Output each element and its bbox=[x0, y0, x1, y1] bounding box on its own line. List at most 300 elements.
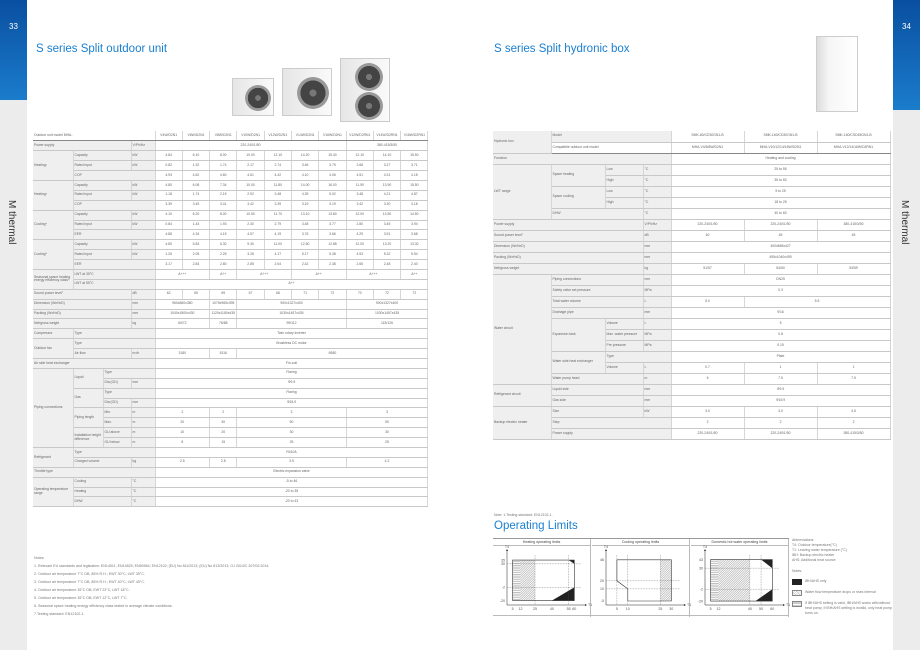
row-label-cell: Throttle type bbox=[33, 467, 155, 477]
row-label-cell: OU above bbox=[103, 428, 131, 438]
value-cell: 70 bbox=[346, 289, 373, 299]
value-cell: A++ bbox=[401, 269, 428, 279]
value-cell: 380-415/3/50 bbox=[817, 428, 890, 439]
right-page-edge bbox=[893, 0, 920, 650]
table-row bbox=[33, 269, 428, 279]
row-label-cell: V/Ph/Hz bbox=[643, 219, 671, 230]
row-label-cell: mm bbox=[131, 309, 155, 319]
value-cell: Φ9.5 bbox=[155, 378, 428, 388]
x-tick-label: 25 bbox=[533, 607, 538, 611]
value-cell: 6.10 bbox=[182, 151, 209, 161]
row-label-cell: Heating³ bbox=[33, 180, 73, 210]
legend-label: If IBH/AHS setting is valid, IBH/AHS works with/without heat pump; If IBH/AHS setting is invalid, only heat pump turns on. bbox=[805, 601, 892, 615]
row-label-cell: mm bbox=[643, 384, 671, 395]
value-cell: 30 bbox=[237, 428, 346, 438]
table-row bbox=[493, 186, 890, 197]
value-cell: 50 bbox=[237, 418, 346, 428]
value-cell: 68 bbox=[264, 289, 291, 299]
value-cell: 6.20 bbox=[182, 210, 209, 220]
row-label-cell: Space heating bbox=[551, 164, 605, 186]
value-cell: 1030x1457x435 bbox=[237, 309, 346, 319]
table-row bbox=[493, 351, 890, 362]
x-tick-label: 12 bbox=[518, 607, 523, 611]
value-cell: 0.8 bbox=[671, 329, 890, 340]
row-label-cell: Hydronic box bbox=[493, 131, 551, 153]
row-label-cell: kW bbox=[643, 406, 671, 417]
value-cell: 16.00 bbox=[319, 180, 346, 190]
x-tick-label: 12 bbox=[716, 607, 721, 611]
table-row bbox=[493, 153, 890, 164]
legend-label: IBH/AHS only bbox=[805, 579, 827, 583]
value-cell: -20 to 43 bbox=[155, 497, 428, 507]
row-label-cell: kg bbox=[643, 263, 671, 274]
row-label-cell: Rated input bbox=[73, 220, 131, 230]
value-cell: 3.94 bbox=[401, 220, 428, 230]
ibh-setting-zone bbox=[513, 560, 521, 600]
row-label-cell: Water pump head bbox=[551, 373, 643, 384]
value-cell: 5 to 25 bbox=[671, 186, 890, 197]
value-cell: 10.00 bbox=[237, 180, 264, 190]
value-cell: SMK-80/CD30GN1-B bbox=[671, 131, 744, 142]
brand-side-label: M thermal bbox=[6, 200, 17, 245]
page-number: 34 bbox=[902, 22, 911, 31]
value-cell: 3.48 bbox=[264, 190, 291, 200]
table-row bbox=[33, 190, 428, 200]
value-cell: 2.42 bbox=[292, 260, 319, 270]
x-tick-label: 25 bbox=[658, 607, 663, 611]
value-cell: 4.18 bbox=[401, 171, 428, 181]
table-row bbox=[33, 171, 428, 181]
value-cell: 25 bbox=[346, 438, 428, 448]
ibh-only-zone bbox=[569, 560, 575, 564]
value-cell: 2.84 bbox=[182, 260, 209, 270]
row-label-cell: kW bbox=[131, 180, 155, 190]
value-cell: 12.00 bbox=[346, 240, 373, 250]
value-cell: 12.00 bbox=[346, 210, 373, 220]
table-row bbox=[493, 241, 890, 252]
table-row bbox=[493, 373, 890, 384]
x-arrow-icon bbox=[585, 604, 587, 606]
row-label-cell: Gas bbox=[73, 388, 103, 408]
value-cell: 495x1040x495 bbox=[671, 252, 890, 263]
row-label-cell: kW bbox=[131, 151, 155, 161]
y-tick-label: -2 bbox=[699, 587, 703, 592]
row-label-cell: L bbox=[643, 318, 671, 329]
value-cell: 25 bbox=[237, 438, 346, 448]
value-cell: 12.10 bbox=[264, 151, 291, 161]
chart-title: Domestic hot water operating limits bbox=[691, 540, 788, 546]
abbreviations bbox=[792, 538, 892, 563]
value-cell: 2.15 bbox=[210, 190, 237, 200]
value-cell: 4.29 bbox=[346, 230, 373, 240]
value-cell: 67 bbox=[237, 289, 264, 299]
operating-limit-chart bbox=[493, 539, 591, 617]
note-line: 1. Relevant EU standards and legislation: EN14511; EN14825; EN50564; EN12102; (EU) No 811/2013; (EU) No 813/2013; OJ 2014/C 207/02:2014. bbox=[34, 564, 270, 568]
brand-side-label: M thermal bbox=[899, 200, 910, 245]
value-cell: 4.21 bbox=[373, 190, 400, 200]
row-label-cell: Dia.(OD) bbox=[103, 398, 131, 408]
row-label-cell: m³/h bbox=[131, 349, 155, 359]
ibh-only-zone bbox=[756, 589, 773, 601]
value-cell: 3.45 bbox=[182, 200, 209, 210]
row-label-cell: °C bbox=[643, 208, 671, 219]
testing-note: Note: 1.Testing standard: EN12102-1. bbox=[494, 513, 553, 517]
row-label-cell: Gas side bbox=[551, 395, 643, 406]
value-cell: 3.41 bbox=[210, 200, 237, 210]
abbreviation-line: T4: Outdoor temperature(°C) bbox=[792, 543, 837, 547]
outdoor-unit-small bbox=[232, 78, 274, 116]
value-cell: 2.68 bbox=[346, 161, 373, 171]
note-line: 3. Outdoor air temperature 7°C DB, 85% R.H.; EWT 40°C, LWT 45°C. bbox=[34, 580, 145, 584]
value-cell: 4.80 bbox=[155, 240, 182, 250]
row-label-cell: m bbox=[131, 408, 155, 418]
row-label-cell: Rated input bbox=[73, 190, 131, 200]
value-cell: 2 bbox=[744, 417, 817, 428]
value-cell: Φ9.5 bbox=[671, 384, 890, 395]
value-cell: 380-415/3/50 bbox=[346, 141, 428, 151]
value-cell: 8.00 bbox=[210, 210, 237, 220]
row-label-cell: mm bbox=[643, 274, 671, 285]
table-row bbox=[33, 289, 428, 299]
table-row bbox=[493, 428, 890, 439]
value-cell: MHA-V10/12/14/16W/D2N1 bbox=[744, 142, 817, 153]
value-cell: 3.39 bbox=[264, 200, 291, 210]
value-cell: 7.34 bbox=[210, 180, 237, 190]
value-cell: 2.40 bbox=[401, 260, 428, 270]
table-row bbox=[33, 260, 428, 270]
value-cell: 900x1327x400 bbox=[346, 299, 428, 309]
row-label-cell: Safety valve set pressure bbox=[551, 285, 643, 296]
value-cell: 4.5 bbox=[817, 406, 890, 417]
value-cell: 62 bbox=[155, 289, 182, 299]
table-row bbox=[33, 230, 428, 240]
table-row bbox=[493, 285, 890, 296]
row-label-cell: Sound power level⁷ bbox=[33, 289, 131, 299]
row-label-cell: °C bbox=[643, 197, 671, 208]
value-cell: Plate bbox=[671, 351, 890, 362]
value-cell: SMK-160/CD30GN1-B bbox=[744, 131, 817, 142]
value-cell: 2 bbox=[210, 408, 237, 418]
row-label-cell: COP bbox=[73, 200, 155, 210]
row-label-cell: Capacity bbox=[73, 151, 131, 161]
row-label-cell: Refrigerant bbox=[33, 448, 73, 468]
value-cell: Φ15.9 bbox=[671, 395, 890, 406]
value-cell: 5.02 bbox=[319, 190, 346, 200]
table-row bbox=[493, 252, 890, 263]
ibh-only-zone bbox=[552, 587, 575, 600]
row-label-cell: Capacity bbox=[73, 210, 131, 220]
table-row bbox=[33, 487, 428, 497]
value-cell: 15.40 bbox=[319, 151, 346, 161]
value-cell: 12.88 bbox=[319, 240, 346, 250]
table-row bbox=[493, 142, 890, 153]
value-cell: 7.5 bbox=[744, 373, 817, 384]
value-cell: 1.26 bbox=[155, 250, 182, 260]
value-cell: 220-240/1/50 bbox=[744, 219, 817, 230]
row-label-cell: mm bbox=[643, 307, 671, 318]
value-cell: V10W/D2N1 bbox=[237, 131, 264, 141]
value-cell: 1.32 bbox=[182, 161, 209, 171]
value-cell: 2 bbox=[155, 408, 210, 418]
value-cell: 2.92 bbox=[237, 190, 264, 200]
value-cell: 2.64 bbox=[264, 260, 291, 270]
value-cell: 1040x1800x430 bbox=[155, 309, 210, 319]
value-cell: V14W/D2RN1 bbox=[373, 131, 400, 141]
row-label-cell: Cooling bbox=[73, 477, 131, 487]
value-cell: 4.57 bbox=[237, 230, 264, 240]
table-row bbox=[33, 240, 428, 250]
x-axis-label: T1 bbox=[588, 603, 593, 608]
row-label-cell: High bbox=[605, 175, 643, 186]
row-label-cell: Max. water pressure bbox=[605, 329, 643, 340]
row-label-cell: V/Ph/Hz bbox=[131, 141, 155, 151]
value-cell: 6580 bbox=[237, 349, 428, 359]
value-cell: 30 bbox=[210, 418, 237, 428]
value-cell: 9.30 bbox=[237, 240, 264, 250]
table-row bbox=[493, 263, 890, 274]
row-label-cell: Piping connections bbox=[551, 274, 643, 285]
value-cell: 99/112 bbox=[237, 319, 346, 329]
row-label-cell: L bbox=[643, 362, 671, 373]
x-tick-label: 30 bbox=[669, 607, 674, 611]
value-cell: 2 bbox=[671, 417, 744, 428]
operating-limit-chart bbox=[592, 539, 690, 617]
value-cell: A++ bbox=[292, 269, 347, 279]
table-row bbox=[493, 406, 890, 417]
row-label-cell: Type bbox=[103, 368, 155, 378]
value-cell: 4.87 bbox=[401, 190, 428, 200]
legend-label: Water flow temperature drops or rises interval bbox=[805, 590, 876, 594]
row-label-cell: Liquid side bbox=[551, 384, 643, 395]
value-cell: 4.93 bbox=[155, 171, 182, 181]
row-label-cell: LWT at 55°C bbox=[73, 279, 155, 289]
row-label-cell: EER bbox=[73, 260, 155, 270]
row-label-cell: Function bbox=[493, 153, 671, 164]
value-cell: Twin rotary inverter bbox=[155, 329, 428, 339]
row-label-cell: °C bbox=[131, 477, 155, 487]
value-cell: 4.42 bbox=[264, 171, 291, 181]
value-cell: Flaring bbox=[155, 388, 428, 398]
value-cell: Φ15.9 bbox=[155, 398, 428, 408]
value-cell: 3.71 bbox=[401, 161, 428, 171]
row-label-cell: Compressor bbox=[33, 329, 73, 339]
row-label-cell: Dia.(OD) bbox=[103, 378, 131, 388]
value-cell: 3.39 bbox=[155, 200, 182, 210]
x-tick-label: 60 bbox=[572, 607, 577, 611]
table-header-row bbox=[493, 131, 890, 142]
value-cell: 3.30 bbox=[373, 200, 400, 210]
chart-legend bbox=[792, 538, 892, 616]
row-label-cell: °C bbox=[131, 487, 155, 497]
legend-item-setting bbox=[792, 601, 892, 616]
row-label-cell: Capacity bbox=[73, 240, 131, 250]
temperature-interval-zone bbox=[521, 560, 536, 601]
value-cell: 0.84 bbox=[155, 220, 182, 230]
row-label-cell: Outdoor fan bbox=[33, 339, 73, 359]
value-cell: 0.15 bbox=[671, 340, 890, 351]
fan-icon bbox=[355, 92, 383, 120]
row-label-cell: Power supply bbox=[33, 141, 131, 151]
row-label-cell: m bbox=[131, 428, 155, 438]
table-row bbox=[33, 329, 428, 339]
note-line: 7.Testing standard: EN12102-1. bbox=[34, 612, 85, 616]
value-cell: 76/88 bbox=[210, 319, 237, 329]
row-label-cell: Cooling⁴ bbox=[33, 210, 73, 240]
row-label-cell: COP bbox=[73, 171, 155, 181]
row-label-cell: Outdoor unit model MHA- bbox=[33, 131, 155, 141]
x-tick-label: 5 bbox=[615, 607, 618, 611]
row-label-cell: High bbox=[605, 197, 643, 208]
table-row bbox=[33, 279, 428, 289]
x-tick-label: 55 bbox=[566, 607, 571, 611]
value-cell: V6W/D2N1 bbox=[182, 131, 209, 141]
value-cell: 10.50 bbox=[237, 210, 264, 220]
row-label-cell: Cooling⁵ bbox=[33, 240, 73, 270]
row-label-cell: m bbox=[131, 418, 155, 428]
value-cell: 2.25 bbox=[210, 250, 237, 260]
value-cell: 4.62 bbox=[182, 171, 209, 181]
row-label-cell: °C bbox=[643, 175, 671, 186]
value-cell: 0.7 bbox=[671, 362, 744, 373]
row-label-cell: kW bbox=[131, 161, 155, 171]
value-cell: 4.31 bbox=[373, 171, 400, 181]
value-cell: 11.90 bbox=[346, 180, 373, 190]
value-cell: 13.50 bbox=[373, 210, 400, 220]
page-title: S series Split hydronic box bbox=[494, 43, 630, 55]
table-row bbox=[33, 210, 428, 220]
value-cell: SMK-160/CSD45GN1-B bbox=[817, 131, 890, 142]
value-cell: 3.79 bbox=[319, 161, 346, 171]
table-row bbox=[33, 428, 428, 438]
value-cell: 4.51 bbox=[346, 171, 373, 181]
value-cell: 3 bbox=[346, 408, 428, 418]
row-label-cell: Heating² bbox=[33, 151, 73, 181]
operating-limits-charts bbox=[493, 538, 789, 616]
table-row bbox=[493, 296, 890, 307]
row-label-cell: mm bbox=[643, 395, 671, 406]
stripe-swatch bbox=[792, 601, 802, 607]
row-label-cell: kW bbox=[131, 220, 155, 230]
table-row bbox=[33, 250, 428, 260]
abbreviation-line: IBH: Backup electric heater bbox=[792, 553, 835, 557]
value-cell: 4.61 bbox=[237, 171, 264, 181]
value-cell: 53/59 bbox=[817, 263, 890, 274]
section-title: Operating Limits bbox=[494, 520, 578, 532]
value-cell: 2.05 bbox=[182, 250, 209, 260]
value-cell: 13.30 bbox=[401, 240, 428, 250]
value-cell: 5.32 bbox=[373, 250, 400, 260]
value-cell: 18 to 25 bbox=[671, 197, 890, 208]
value-cell: 4.80 bbox=[155, 180, 182, 190]
value-cell: 60/72 bbox=[155, 319, 210, 329]
value-cell: 45 bbox=[817, 230, 890, 241]
legend-item-interval bbox=[792, 590, 892, 596]
row-label-cell: MPa bbox=[643, 329, 671, 340]
value-cell: R410A bbox=[155, 448, 428, 458]
table-row bbox=[33, 388, 428, 398]
value-cell: 3.77 bbox=[319, 220, 346, 230]
row-label-cell: Packing (WxHxD) bbox=[493, 252, 643, 263]
value-cell: 72 bbox=[319, 289, 346, 299]
table-row bbox=[33, 349, 428, 359]
value-cell: 5 bbox=[671, 318, 890, 329]
value-cell: 3.48 bbox=[292, 220, 319, 230]
y-axis-label: T4 bbox=[702, 545, 708, 549]
value-cell: 4.2 bbox=[346, 457, 428, 467]
value-cell: 3.19 bbox=[319, 200, 346, 210]
value-cell: 2 bbox=[817, 417, 890, 428]
row-label-cell: Piping length bbox=[73, 408, 103, 428]
hydronic-box-image bbox=[816, 36, 858, 112]
value-cell: 40 to 60 bbox=[671, 208, 890, 219]
row-label-cell: Total water volume bbox=[551, 296, 643, 307]
row-label-cell: Power supply bbox=[493, 219, 643, 230]
value-cell: 11.00 bbox=[264, 240, 291, 250]
value-cell: 2.30 bbox=[237, 220, 264, 230]
value-cell: V8W/D2N1 bbox=[210, 131, 237, 141]
value-cell: 3180 bbox=[155, 349, 210, 359]
row-label-cell: Air side heat exchanger bbox=[33, 358, 155, 368]
value-cell: 5.5 bbox=[744, 296, 890, 307]
value-cell: 72 bbox=[401, 289, 428, 299]
value-cell: 3 bbox=[237, 408, 346, 418]
value-cell: 6.08 bbox=[182, 180, 209, 190]
row-label-cell: EER bbox=[73, 230, 155, 240]
value-cell: 2.48 bbox=[373, 260, 400, 270]
table-row bbox=[33, 151, 428, 161]
table-row bbox=[33, 497, 428, 507]
y-tick-label: -5 bbox=[600, 599, 604, 604]
value-cell: V12W/D2N1 bbox=[264, 131, 291, 141]
row-label-cell: Piping connections bbox=[33, 368, 73, 447]
value-cell: 1030x1457x435 bbox=[346, 309, 428, 319]
value-cell: 10.00 bbox=[237, 151, 264, 161]
value-cell: 2.85 bbox=[237, 260, 264, 270]
y-tick-label: 20 bbox=[600, 579, 604, 584]
row-label-cell: m bbox=[131, 438, 155, 448]
value-cell: V16W/D2RN1 bbox=[401, 131, 428, 141]
row-label-cell: Heating bbox=[73, 487, 131, 497]
outdoor-unit-spec-table bbox=[33, 131, 428, 507]
table-row bbox=[493, 318, 890, 329]
row-label-cell: dB bbox=[643, 230, 671, 241]
row-label-cell: Sound power level⁷ bbox=[493, 230, 643, 241]
value-cell: 3.48 bbox=[346, 190, 373, 200]
row-label-cell: L bbox=[643, 296, 671, 307]
value-cell: 4.53 bbox=[346, 250, 373, 260]
value-cell: A+++ bbox=[346, 269, 401, 279]
value-cell: V4W/D2N1 bbox=[155, 131, 182, 141]
value-cell: 1.93 bbox=[210, 220, 237, 230]
value-cell: 20 bbox=[155, 418, 210, 428]
note-line: Notes: bbox=[34, 556, 45, 560]
row-label-cell: mm bbox=[131, 299, 155, 309]
row-label-cell: kg bbox=[131, 319, 155, 329]
note-line: 2. Outdoor air temperature 7°C DB, 85% R.H.; EWT 30°C, LWT 35°C. bbox=[34, 572, 145, 576]
y-arrow-icon bbox=[605, 549, 607, 551]
value-cell: V16W/D2N1 bbox=[319, 131, 346, 141]
row-label-cell: Low bbox=[605, 164, 643, 175]
row-label-cell: Refrigerant circuit bbox=[493, 384, 551, 406]
value-cell: 4.15 bbox=[210, 230, 237, 240]
value-cell: 14.50 bbox=[401, 210, 428, 220]
value-cell: 8.00 bbox=[210, 151, 237, 161]
x-tick-label: 40 bbox=[747, 607, 752, 611]
value-cell: 3.9 bbox=[237, 457, 346, 467]
y-arrow-icon bbox=[704, 549, 706, 551]
value-cell: 14.00 bbox=[292, 180, 319, 190]
row-label-cell: Step bbox=[551, 417, 671, 428]
